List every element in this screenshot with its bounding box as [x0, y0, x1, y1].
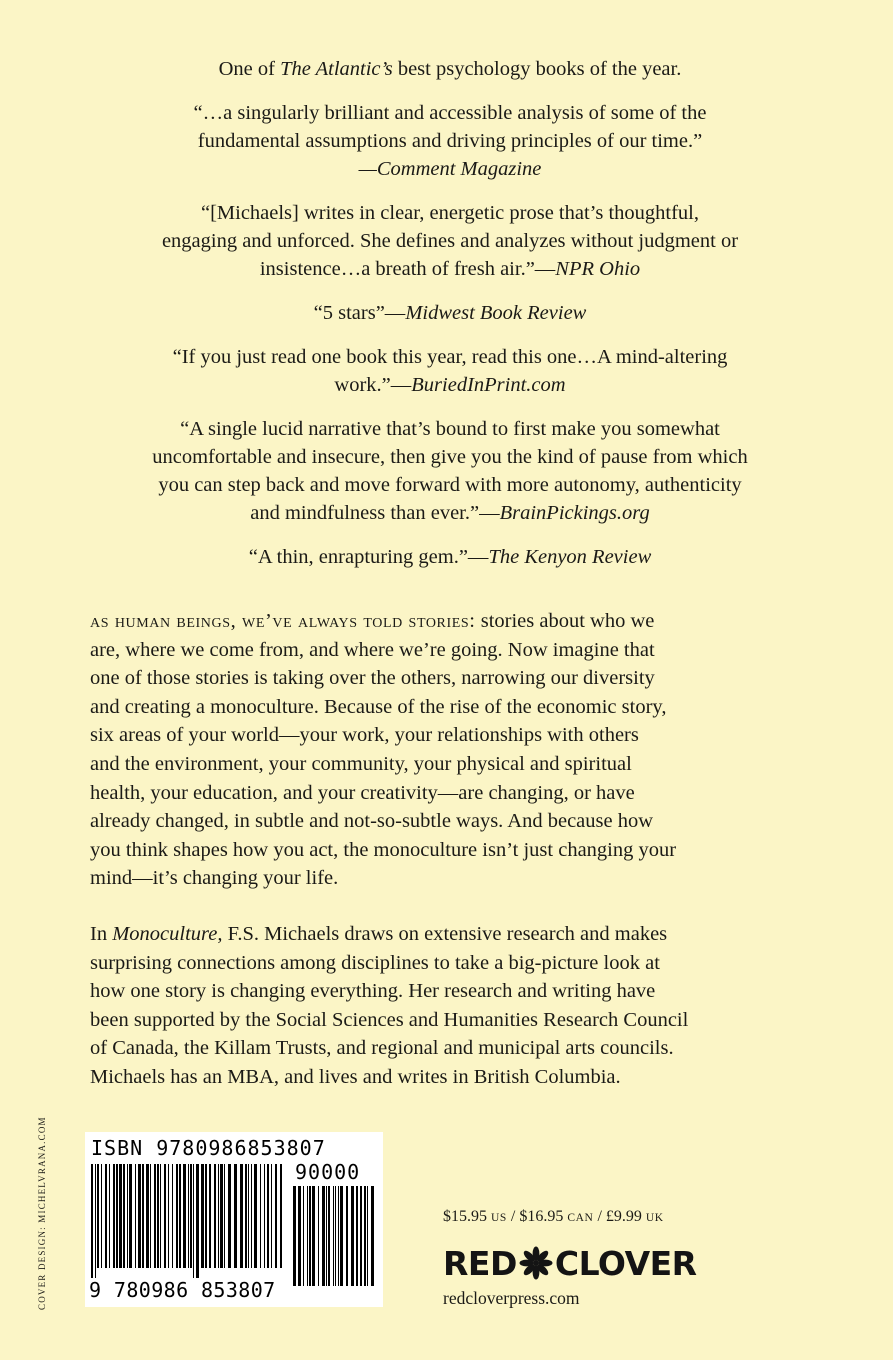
review-text: “5 stars”— — [313, 302, 406, 324]
barcode-bars-icon — [91, 1164, 283, 1278]
publisher-logo — [443, 1240, 697, 1286]
review-line: “A single lucid narrative that’s bound to first make you somewhat — [180, 418, 720, 440]
review-line — [90, 371, 810, 399]
barcode-addon-bars-icon — [293, 1186, 377, 1296]
barcode-bar — [307, 1186, 308, 1286]
publisher-website: redcloverpress.com — [443, 1288, 580, 1308]
barcode-bar — [129, 1164, 132, 1268]
currency-label: UK — [645, 1212, 664, 1224]
price-separator: / — [506, 1208, 520, 1225]
barcode-bar — [340, 1186, 343, 1286]
barcode-bar — [168, 1164, 169, 1268]
review-atlantic — [90, 55, 810, 83]
price-can: $16.95 — [519, 1208, 564, 1225]
barcode-bar — [196, 1164, 199, 1278]
price-us: $15.95 — [443, 1208, 487, 1225]
barcode-bar — [293, 1186, 296, 1286]
paragraph-line: already changed, in subtle and not-so-subtle ways. And because how — [90, 810, 654, 833]
barcode-bar — [333, 1186, 334, 1286]
review-text: and mindfulness than ever.”— — [250, 502, 500, 524]
paragraph-lead-in: as human beings, we’ve always told stories: — [90, 610, 476, 632]
cover-design-credit: COVER DESIGN: MICHELVRANA.COM — [37, 1116, 47, 1310]
barcode-bar — [251, 1164, 252, 1268]
barcode-bar — [356, 1186, 358, 1286]
barcode-bar — [205, 1164, 207, 1268]
barcode-bar — [326, 1186, 327, 1286]
barcode-bar — [179, 1164, 181, 1268]
review-source: —Comment Magazine — [358, 158, 542, 180]
review-line — [90, 255, 810, 283]
review-comment-magazine — [90, 99, 810, 183]
review-line: “If you just read one book this year, read this one…A mind-altering — [172, 346, 728, 368]
barcode-bar — [201, 1164, 204, 1268]
barcode-bar — [271, 1164, 272, 1268]
review-source: Midwest Book Review — [405, 302, 587, 324]
barcode-bar — [364, 1186, 366, 1286]
barcode-bar — [260, 1164, 261, 1268]
barcode-bar — [254, 1164, 257, 1268]
review-line: fundamental assumptions and driving principles of our time.” — [197, 130, 703, 152]
barcode-bar — [318, 1186, 319, 1286]
barcode-bar — [338, 1186, 339, 1286]
barcode-bar — [322, 1186, 325, 1286]
barcode-bar — [351, 1186, 354, 1286]
barcode-bar — [275, 1164, 277, 1268]
paragraph-line: one of those stories is taking over the others, narrowing our diversity — [90, 667, 655, 690]
barcode-bar — [335, 1186, 336, 1286]
review-kenyon-review — [90, 543, 810, 571]
currency-label: CAN — [567, 1212, 594, 1224]
paragraph-line — [90, 607, 810, 636]
barcode-bar — [280, 1164, 282, 1268]
review-brain-pickings — [90, 415, 810, 527]
barcode-bar — [248, 1164, 249, 1268]
barcode-bar — [135, 1164, 136, 1268]
barcode-bar — [309, 1186, 311, 1286]
barcode-bar — [109, 1164, 110, 1268]
paragraph-line — [90, 920, 810, 949]
barcode-bar — [267, 1164, 269, 1268]
clover-flower-icon — [519, 1246, 553, 1280]
currency-label: US — [491, 1212, 507, 1224]
barcode-bar — [209, 1164, 211, 1268]
barcode-bar — [214, 1164, 216, 1268]
review-source: NPR Ohio — [555, 258, 641, 280]
paragraph-text: In — [90, 923, 113, 945]
barcode-bar — [298, 1186, 301, 1286]
paragraph-line: been supported by the Social Sciences and Humanities Research Council — [90, 1008, 689, 1031]
barcode-bar — [371, 1186, 374, 1286]
barcode-bar — [224, 1164, 225, 1268]
review-source: BrainPickings.org — [499, 502, 650, 524]
barcode-bar — [101, 1164, 102, 1268]
barcode-bar — [95, 1164, 96, 1278]
barcode-bar — [220, 1164, 223, 1268]
barcode-bar — [91, 1164, 93, 1278]
review-source: The Kenyon Review — [488, 546, 652, 568]
review-text: “A thin, enrapturing gem.”— — [248, 546, 489, 568]
barcode-bar — [164, 1164, 166, 1268]
price-code: 90000 — [295, 1160, 361, 1184]
barcode-bar — [127, 1164, 128, 1268]
review-source: The Atlantic’s — [280, 58, 393, 80]
barcode-bar — [142, 1164, 144, 1268]
review-line: “[Michaels] writes in clear, energetic prose that’s thoughtful, — [200, 202, 700, 224]
barcode-bar — [264, 1164, 265, 1268]
barcode-bar — [188, 1164, 189, 1268]
barcode-bar — [228, 1164, 231, 1268]
paragraph-text: F.S. Michaels draws on extensive research and makes — [222, 923, 668, 945]
barcode-bar — [303, 1186, 304, 1286]
paragraph-line: and the environment, your community, your physical and spiritual — [90, 752, 632, 775]
review-midwest-book-review — [90, 299, 810, 327]
paragraph-line: and creating a monoculture. Because of the rise of the economic story, — [90, 695, 667, 718]
barcode-bar — [245, 1164, 247, 1268]
price-uk: £9.99 — [605, 1208, 642, 1225]
paragraph-text: stories about who we — [475, 610, 655, 632]
barcode-bar — [346, 1186, 348, 1286]
logo-word-clover: CLOVER — [554, 1243, 697, 1283]
price-line — [443, 1208, 664, 1226]
paragraph-line: Michaels has an MBA, and lives and writes in British Columbia. — [90, 1065, 621, 1088]
barcode-bar — [150, 1164, 151, 1268]
barcode-bar — [123, 1164, 125, 1268]
barcode-bar — [234, 1164, 237, 1268]
review-npr-ohio — [90, 199, 810, 283]
barcode-bar — [176, 1164, 178, 1268]
paragraph-line: six areas of your world—your work, your relationships with others — [90, 724, 639, 747]
paragraph-line: health, your education, and your creativity—are changing, or have — [90, 781, 635, 804]
paragraph-line: how one story is changing everything. Her research and writing have — [90, 980, 656, 1003]
barcode-bar — [105, 1164, 107, 1268]
paragraph-line: mind—it’s changing your life. — [90, 867, 339, 890]
review-buried-in-print — [90, 343, 810, 399]
review-line: you can step back and move forward with more autonomy, authenticity — [158, 474, 742, 496]
barcode-bar — [312, 1186, 315, 1286]
barcode-bar — [116, 1164, 118, 1268]
price-separator: / — [593, 1208, 606, 1225]
barcode-bar — [97, 1164, 99, 1268]
review-text: work.”— — [334, 374, 412, 396]
review-text: best psychology books of the year. — [392, 58, 682, 80]
paragraph-line: are, where we come from, and where we’re going. Now imagine that — [90, 638, 655, 661]
review-line: “…a singularly brilliant and accessible analysis of some of the — [193, 102, 707, 124]
barcode-bar — [154, 1164, 156, 1268]
book-title: Monoculture, — [112, 923, 223, 945]
paragraph-line: of Canada, the Killam Trusts, and regional and municipal arts councils. — [90, 1037, 674, 1060]
review-line: uncomfortable and insecure, then give you the kind of pause from which — [152, 446, 748, 468]
description-paragraph-1 — [90, 607, 810, 893]
review-line: engaging and unforced. She defines and analyzes without judgment or — [161, 230, 739, 252]
isbn-barcode — [85, 1132, 383, 1307]
paragraph-line: you think shapes how you act, the monoculture isn’t just changing your — [90, 838, 677, 861]
isbn-label: ISBN 9780986853807 — [91, 1136, 326, 1160]
barcode-bar — [190, 1164, 192, 1268]
barcode-bar — [172, 1164, 173, 1268]
barcode-bar — [218, 1164, 219, 1268]
review-text: insistence…a breath of fresh air.”— — [259, 258, 556, 280]
review-source: BuriedInPrint.com — [411, 374, 566, 396]
review-line — [90, 499, 810, 527]
barcode-bar — [113, 1164, 115, 1268]
barcode-bar — [160, 1164, 161, 1268]
description-paragraph-2 — [90, 920, 810, 1092]
barcode-bar — [328, 1186, 330, 1286]
barcode-bar — [240, 1164, 243, 1268]
review-text: One of — [218, 58, 281, 80]
logo-word-red: RED — [443, 1243, 517, 1283]
barcode-bar — [193, 1164, 194, 1278]
barcode-bar — [367, 1186, 368, 1286]
barcode-bar — [138, 1164, 141, 1268]
paragraph-line: surprising connections among disciplines to take a big-picture look at — [90, 951, 660, 974]
barcode-bar — [157, 1164, 159, 1268]
barcode-bar — [119, 1164, 122, 1268]
barcode-bar — [360, 1186, 362, 1286]
ean-digits: 9 780986 853807 — [89, 1278, 276, 1302]
barcode-bar — [146, 1164, 149, 1268]
reviews-section — [90, 55, 810, 587]
barcode-bar — [183, 1164, 186, 1268]
